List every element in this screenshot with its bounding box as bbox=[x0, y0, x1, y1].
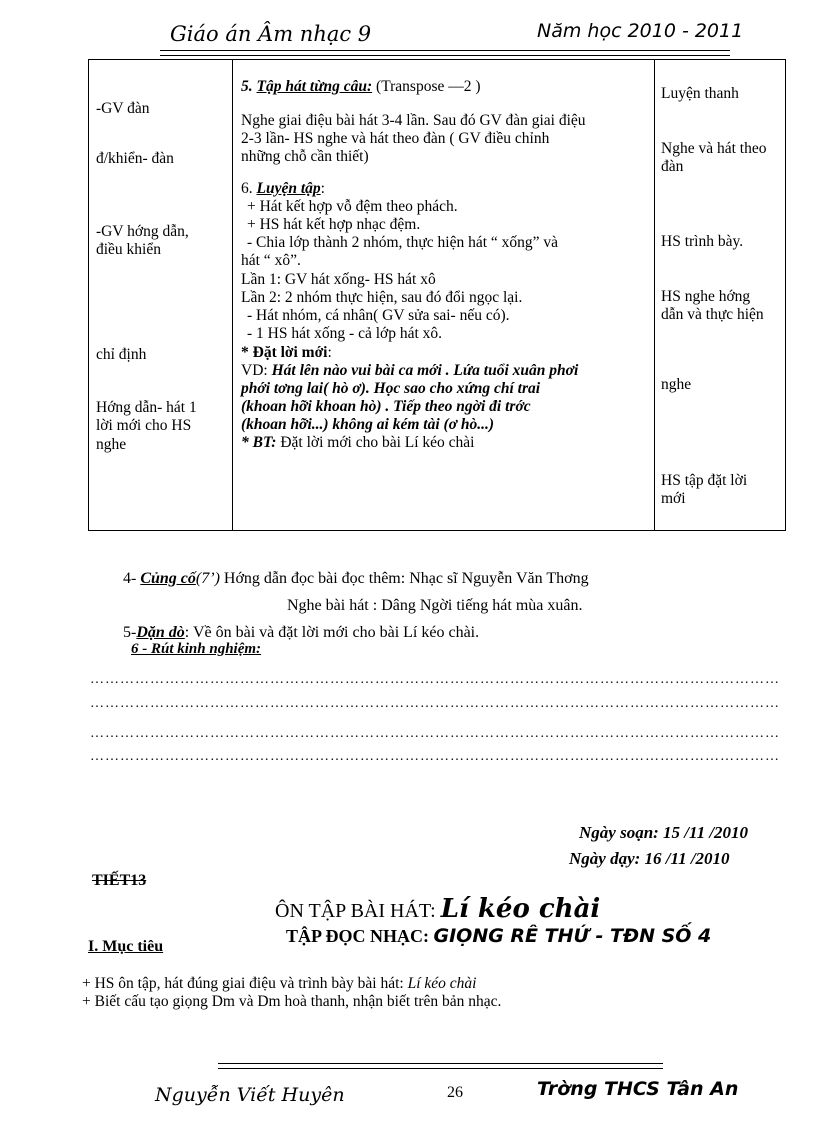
objective-item: + Biết cấu tạo giọng Dm và Dm hoà thanh, nhận biết trên bản nhạc. bbox=[82, 993, 502, 1010]
header-left-title: Giáo án Âm nhạc 9 bbox=[170, 22, 372, 46]
example-line: (khoan hỡi khoan hò) . Tiếp theo ngời đi trớc bbox=[241, 398, 531, 415]
content-line: 2-3 lần- HS nghe và hát theo đàn ( GV điều chỉnh bbox=[241, 130, 550, 147]
dotted-line: ………………………………………………………………………………………………………………………… bbox=[90, 696, 780, 711]
example-line: phới tơng lai( hò ơ). Học sao cho xứng chí trai bbox=[241, 380, 541, 397]
footer-school: Trờng THCS Tân An bbox=[537, 1078, 739, 1100]
teacher-note: đ/khiển- đàn bbox=[96, 150, 174, 167]
content-line: + Hát kết hợp vỗ đệm theo phách. bbox=[247, 198, 458, 215]
exercise-line: * BT: Đặt lời mới cho bài Lí kéo chài bbox=[241, 434, 475, 451]
section5-title: Dặn dò bbox=[136, 624, 185, 641]
date-prepared: Ngày soạn: 15 /11 /2010 bbox=[579, 823, 749, 842]
section4-line2: Nghe bài hát : Dâng Ngời tiếng hát mùa xuân. bbox=[287, 597, 583, 614]
new-lyrics-heading: * Đặt lời mới: bbox=[241, 344, 332, 361]
student-note: HS tập đặt lời bbox=[661, 472, 748, 489]
footer-author: Nguyễn Viết Huyên bbox=[155, 1084, 345, 1106]
content-line: Lần 1: GV hát xống- HS hát xô bbox=[241, 271, 436, 288]
header-double-rule bbox=[160, 50, 730, 56]
example-line: VD: Hát lên nào vui bài ca mới . Lứa tuổi xuân phơi bbox=[241, 362, 579, 379]
student-note: nghe bbox=[661, 376, 692, 393]
dotted-line: ………………………………………………………………………………………………………………………… bbox=[90, 726, 780, 741]
section6-title: 6 - Rút kinh nghiệm: bbox=[131, 641, 262, 657]
teacher-note: điều khiển bbox=[96, 241, 161, 258]
content-line: hát “ xô”. bbox=[241, 252, 301, 269]
teacher-note: -GV hớng dẫn, bbox=[96, 223, 189, 240]
student-note: mới bbox=[661, 490, 686, 507]
solfege-title: GIỌNG RÊ THỨ - TĐN SỐ 4 bbox=[433, 925, 712, 947]
section5-title: Tập hát từng câu: bbox=[256, 78, 373, 95]
content-line: những chỗ cần thiết) bbox=[241, 148, 369, 165]
dotted-line: ………………………………………………………………………………………………………………………… bbox=[90, 749, 780, 764]
content-line: Lần 2: 2 nhóm thực hiện, sau đó đổi ngọc lại. bbox=[241, 289, 523, 306]
teacher-note: -GV đàn bbox=[96, 100, 150, 117]
section5-line: 5-Dặn dò: Về ôn bài và đặt lời mới cho bài Lí kéo chài. bbox=[123, 624, 480, 641]
student-note: HS trình bày. bbox=[661, 233, 744, 250]
header-right-title: Năm học 2010 - 2011 bbox=[537, 20, 744, 42]
example-line: (khoan hỡi...) không ai kém tài (ơ hò...) bbox=[241, 416, 495, 433]
lesson-title-1: ÔN TẬP BÀI HÁT: Lí kéo chài bbox=[275, 894, 601, 924]
section5-heading: 5. Tập hát từng câu: (Transpose —2 ) bbox=[241, 78, 481, 95]
lesson-table bbox=[88, 59, 786, 531]
student-note: Nghe và hát theo bbox=[661, 140, 767, 157]
content-line: Nghe giai điệu bài hát 3-4 lần. Sau đó GV đàn giai điệu bbox=[241, 112, 586, 129]
section6-title: Luyện tập bbox=[256, 180, 321, 197]
dotted-line: ………………………………………………………………………………………………………………………… bbox=[90, 672, 780, 687]
date-taught: Ngày dạy: 16 /11 /2010 bbox=[569, 849, 730, 868]
teacher-note: nghe bbox=[96, 436, 127, 453]
content-line: - Hát nhóm, cá nhân( GV sửa sai- nếu có). bbox=[247, 307, 510, 324]
objective-item: + HS ôn tập, hát đúng giai điệu và trình bày bài hát: Lí kéo chài bbox=[82, 975, 477, 992]
content-line: - 1 HS hát xống - cả lớp hát xô. bbox=[247, 325, 443, 342]
section4-line: 4- Củng cố(7’) Hớng dẫn đọc bài đọc thêm: Nhạc sĩ Nguyễn Văn Thơng bbox=[123, 570, 589, 587]
content-line: - Chia lớp thành 2 nhóm, thực hiện hát “ xống” và bbox=[247, 234, 559, 251]
objectives-heading: I. Mục tiêu bbox=[88, 938, 164, 955]
song-title: Lí kéo chài bbox=[440, 894, 601, 924]
teacher-note: chỉ định bbox=[96, 346, 147, 363]
teacher-note: Hớng dẫn- hát 1 bbox=[96, 399, 197, 416]
section6-heading: 6. Luyện tập: bbox=[241, 180, 325, 197]
lesson-number: TIẾT13 bbox=[92, 872, 147, 889]
student-note: dẫn và thực hiện bbox=[661, 306, 764, 323]
student-note: HS nghe hớng bbox=[661, 288, 751, 305]
student-note: Luyện thanh bbox=[661, 85, 739, 102]
table-divider-1 bbox=[232, 60, 233, 530]
page-number: 26 bbox=[447, 1084, 463, 1101]
section4-title: Củng cố bbox=[140, 570, 196, 587]
table-divider-2 bbox=[654, 60, 655, 530]
content-line: + HS hát kết hợp nhạc đệm. bbox=[247, 216, 421, 233]
student-note: đàn bbox=[661, 158, 684, 175]
footer-double-rule bbox=[218, 1063, 663, 1069]
lesson-title-2: TẬP ĐỌC NHẠC: GIỌNG RÊ THỨ - TĐN SỐ 4 bbox=[286, 925, 712, 947]
teacher-note: lời mới cho HS bbox=[96, 417, 192, 434]
